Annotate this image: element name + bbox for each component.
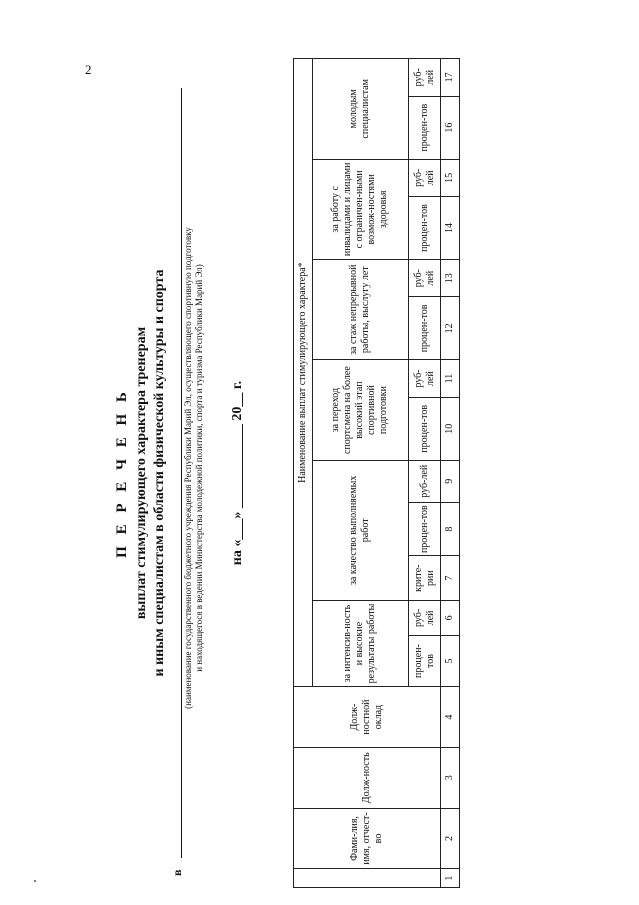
institution-caption-line2: и находящегося в ведении Министерства молодежной политики, спорта и туризма Республики Марий Эл) — [194, 264, 204, 672]
unit-rubles: руб-лей — [409, 460, 441, 502]
scan-speck — [34, 880, 36, 882]
column-number: 13 — [441, 260, 460, 297]
institution-caption — [183, 88, 205, 848]
column-number: 16 — [441, 96, 460, 159]
header-payment-types: Наименование выплат стимулирующего характера* — [294, 59, 313, 687]
header-full-name: Фами-лия, имя, отчест-во — [294, 808, 441, 869]
header-transfer: за переход спортсмена на более высокий этап спортивной подготовки — [312, 360, 408, 460]
header-row-number — [294, 869, 441, 888]
column-number: 12 — [441, 297, 460, 360]
header-position: Долж-ность — [294, 747, 441, 808]
column-number: 5 — [441, 635, 460, 686]
document-title: П Е Р Е Ч Е Н Ь — [114, 388, 130, 558]
column-number: 3 — [441, 747, 460, 808]
unit-percent: процен-тов — [409, 397, 441, 460]
institution-caption-line1: (наименование государственного бюджетного учреждения Республики Марий Эл, осуществляющего спортивную подготовку — [183, 227, 193, 709]
column-number: 1 — [441, 869, 460, 888]
column-number: 15 — [441, 159, 460, 196]
unit-rubles: руб-лей — [409, 59, 441, 97]
unit-rubles: руб-лей — [409, 159, 441, 196]
page-number: 2 — [85, 62, 92, 77]
unit-percent: процен-тов — [409, 635, 441, 686]
header-disabled: за работу с инвалидами и лицами с ограничен-ными возмож-ностями здоровья — [312, 159, 408, 259]
institution-preposition: в — [170, 869, 184, 876]
header-quality: за качество выполняемых работ — [312, 460, 408, 600]
document-subtitle-line2: и иным специалистам в области физической культуры и спорта — [152, 269, 167, 677]
column-number: 14 — [441, 197, 460, 260]
unit-percent: процен-тов — [409, 502, 441, 556]
unit-percent: процен-тов — [409, 96, 441, 159]
header-intensity: за интенсив-ность и высокие результаты работы — [312, 600, 408, 686]
unit-percent: процен-тов — [409, 297, 441, 360]
unit-rubles: руб-лей — [409, 360, 441, 397]
unit-rubles: руб-лей — [409, 600, 441, 635]
institution-fill-line — [180, 88, 182, 858]
column-number-row — [441, 59, 460, 888]
column-number: 8 — [441, 502, 460, 556]
date-line: на «___» ____________ 20__ г. — [230, 380, 245, 566]
unit-percent: процен-тов — [409, 197, 441, 260]
column-number: 10 — [441, 397, 460, 460]
payments-table — [293, 58, 460, 888]
rotated-form — [110, 58, 460, 888]
document-subtitle-line1: выплат стимулирующего характера тренерам — [134, 326, 149, 620]
column-number: 7 — [441, 556, 460, 600]
unit-criteria: крите-рии — [409, 556, 441, 600]
header-young-specialists: молодым специалистам — [312, 59, 408, 160]
column-number: 17 — [441, 59, 460, 97]
column-number: 11 — [441, 360, 460, 397]
unit-rubles: руб-лей — [409, 260, 441, 297]
document-header — [110, 58, 270, 888]
column-number: 9 — [441, 460, 460, 502]
header-salary: Долж-ностной оклад — [294, 687, 441, 748]
column-number: 6 — [441, 600, 460, 635]
header-tenure: за стаж непрерывной работы, выслугу лет — [312, 260, 408, 360]
column-number: 2 — [441, 808, 460, 869]
column-number: 4 — [441, 687, 460, 748]
